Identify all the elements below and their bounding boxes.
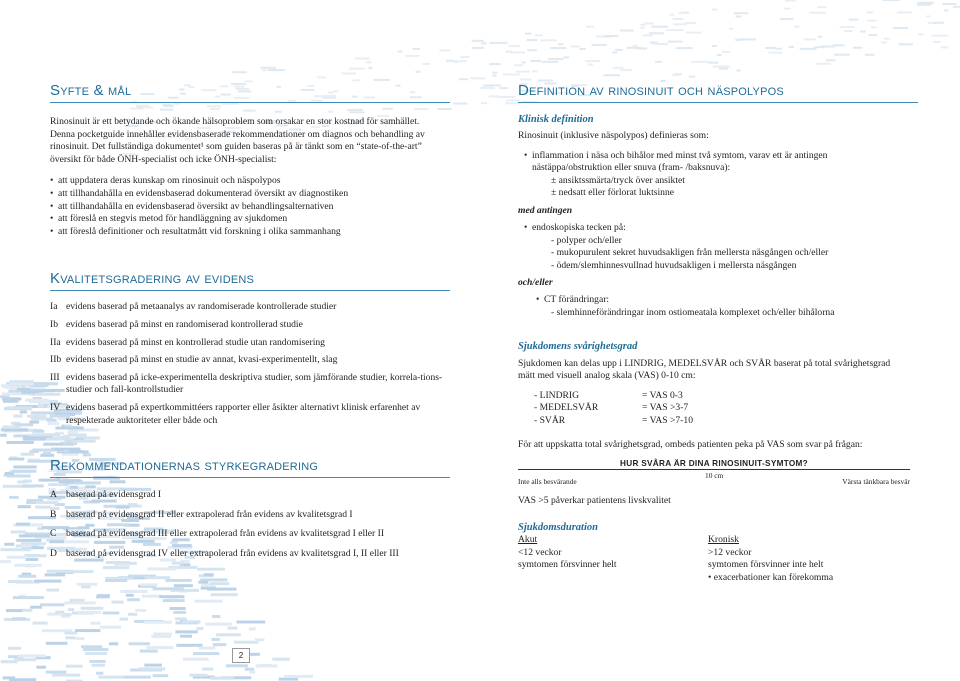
criteria-list-1 — [518, 150, 918, 163]
criteria-list-3 — [518, 294, 918, 307]
subheading-duration: Sjukdomsduration — [518, 522, 598, 534]
bullet-icon: • — [50, 213, 54, 225]
left-column — [50, 82, 450, 560]
purpose-item: • att föreslå definitioner och resultatmått vid forskning i olika sammanhang — [50, 225, 341, 237]
evidence-grade: IV evidens baserad på expertkommittéers rapporter eller åsikter alternativt klinisk erfarenhet av respekterade auktoriteter eller både och — [50, 401, 421, 426]
intro-line: rinosinuit. Det fullständiga dokumentet¹ som guiden baseras på är tänkt som en “state-of-the-art” — [50, 141, 422, 153]
purpose-item: • att tillhandahålla en evidensbaserad dokumenterad översikt av diagnostiken — [50, 187, 349, 199]
vas-scale — [518, 458, 910, 488]
criteria-line: nästäppa/obstruktion eller snuva (fram- /baksnuva): — [532, 162, 731, 174]
criteria-line: ± ansiktssmärta/tryck över ansiktet — [551, 174, 685, 186]
vas-label-left: Inte alls besvärande — [518, 476, 577, 486]
criteria-list-2 — [518, 222, 918, 235]
klinisk-intro: Rinosinuit (inklusive näspolypos) definieras som: — [518, 130, 709, 141]
right-column — [518, 82, 918, 585]
duration-kronisk — [708, 534, 833, 584]
criteria-line: - slemhinneförändringar inom ostiomeatala komplexet och/eller bihålorna — [551, 306, 835, 318]
evidence-grade-list — [50, 301, 450, 427]
duration-akut-line: <12 veckor — [518, 546, 562, 558]
recommendation-grade-list — [50, 489, 450, 560]
purpose-item: • att uppdatera deras kunskap om rinosinuit och näspolypos — [50, 175, 281, 187]
vas-title: HUR SVÅRA ÄR DINA RINOSINUIT-SYMTOM? — [620, 458, 808, 468]
duration-akut — [518, 534, 708, 584]
severity-level: - SVÅR = VAS >7-10 — [534, 414, 693, 426]
bullet-icon: • — [536, 294, 540, 306]
duration-kronisk-heading: Kronisk — [708, 534, 739, 546]
criteria-item: • inflammation i näsa och bihålor med minst två symtom, varav ett är antingen — [524, 149, 828, 161]
section-heading-kvalitet: Kvalitetsgradering av evidens — [50, 270, 450, 291]
vas-label-mid: 10 cm — [705, 470, 724, 480]
intro-line: Rinosinuit är ett betydande och ökande hälsoproblem som orsakar en stor kostnad för samhället. — [50, 116, 420, 127]
evidence-grade: IIa evidens baserad på minst en kontrollerad studie utan randomisering — [50, 336, 325, 348]
section-heading-definition: Definition av rinosinuit och näspolypos — [518, 82, 918, 103]
intro-line: Denna pocketguide innehåller evidensbaserade rekommendationer om diagnos och behandling av — [50, 128, 425, 140]
bullet-icon: • — [50, 175, 54, 187]
duration-akut-line: symtomen försvinner helt — [518, 559, 617, 571]
severity-text: mätt med visuell analog skala (VAS) 0-10 cm: — [518, 370, 696, 382]
purpose-item: • att föreslå en stegvis metod för handläggning av sjukdomen — [50, 213, 288, 225]
severity-level: - MEDELSVÅR = VAS >3-7 — [534, 402, 689, 414]
criteria-item: • CT förändringar: — [536, 294, 610, 306]
duration-table — [518, 534, 918, 584]
bullet-icon: • — [708, 571, 714, 583]
recommendation-grade: C baserad på evidensgrad III eller extrapolerad från evidens av kvalitetsgrad I eller II — [50, 528, 385, 540]
connector-och-eller: och/eller — [518, 277, 553, 289]
vas-question: För att uppskatta total svårighetsgrad, ombeds patienten peka på VAS som svar på frågan: — [518, 438, 863, 450]
vas-note: VAS >5 påverkar patientens livskvalitet — [518, 494, 671, 506]
recommendation-grade: A baserad på evidensgrad I — [50, 489, 162, 501]
intro-line: översikt för både ÖNH-specialist och icke ÖNH-specialist: — [50, 153, 277, 165]
purpose-item: • att tillhandahålla en evidensbaserad översikt av behandlingsalternativen — [50, 200, 334, 212]
duration-kronisk-line: symtomen försvinner inte helt — [708, 559, 824, 571]
bullet-icon: • — [524, 221, 528, 233]
criteria-line: - ödem/slemhinnesvullnad huvudsakligen i mellersta näsgången — [551, 259, 797, 271]
bullet-icon: • — [50, 187, 54, 199]
severity-levels — [518, 390, 918, 427]
evidence-grade: Ia evidens baserad på metaanalys av randomiserade kontrollerade studier — [50, 301, 337, 313]
criteria-line: ± nedsatt eller förlorat luktsinne — [551, 187, 675, 199]
severity-level: - LINDRIG = VAS 0-3 — [534, 389, 683, 401]
bullet-icon: • — [50, 225, 54, 237]
criteria-line: - polyper och/eller — [551, 234, 622, 246]
evidence-grade: IIb evidens baserad på minst en studie av annat, kvasi-experimentellt, slag — [50, 354, 338, 366]
criteria-line: - mukopurulent sekret huvudsakligen från mellersta näsgången och/eller — [551, 247, 829, 259]
vas-labels — [518, 470, 910, 488]
evidence-grade: Ib evidens baserad på minst en randomiserad kontrollerad studie — [50, 318, 303, 330]
connector-med-antingen: med antingen — [518, 204, 573, 216]
severity-text: Sjukdomen kan delas upp i LINDRIG, MEDELSVÅR och SVÅR baserat på total svårighetsgrad — [518, 357, 891, 369]
purpose-list — [50, 175, 450, 238]
bullet-icon: • — [524, 149, 528, 161]
duration-kronisk-line: • exacerbationer kan förekomma — [708, 571, 834, 583]
subheading-svarighetsgrad: Sjukdomens svårighetsgrad — [518, 340, 638, 352]
vas-label-right: Värsta tänkbara besvär — [842, 476, 910, 486]
subheading-klinisk: Klinisk definition — [518, 114, 594, 125]
section-heading-syfte: Syfte & mål — [50, 82, 450, 103]
duration-kronisk-line: >12 veckor — [708, 546, 752, 558]
criteria-item: • endoskopiska tecken på: — [524, 221, 626, 233]
bullet-icon: • — [50, 200, 54, 212]
section-heading-rekommendation: Rekommendationernas styrkegradering — [50, 457, 450, 478]
recommendation-grade: B baserad på evidensgrad II eller extrapolerad från evidens av kvalitetsgrad I — [50, 508, 353, 520]
recommendation-grade: D baserad på evidensgrad IV eller extrapolerad från evidens av kvalitetsgrad I, II eller III — [50, 547, 399, 559]
duration-akut-heading: Akut — [518, 534, 538, 546]
page-number: 2 — [232, 648, 250, 663]
evidence-grade: III evidens baserad på icke-experimentella deskriptiva studier, som jämförande studier, korrela-tions-studier och fall-kontrollstudier — [50, 371, 443, 396]
